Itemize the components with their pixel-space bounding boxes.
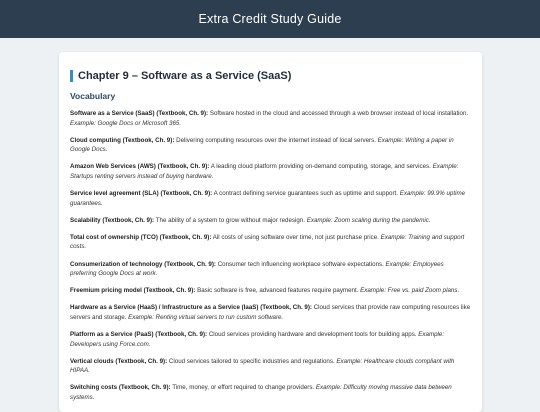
vocab-entry bbox=[70, 330, 471, 349]
vocab-example: Example: Healthcare clouds compliant with HIPAA. bbox=[70, 357, 455, 375]
vocab-entry bbox=[70, 357, 471, 376]
vocab-example: Example: Free vs. paid Zoom plans. bbox=[360, 287, 460, 295]
vocab-definition: Consumer tech influencing workplace software expectations. bbox=[215, 260, 386, 268]
vocab-entry bbox=[70, 383, 471, 402]
vocab-definition: Delivering computing resources over the internet instead of local servers. bbox=[174, 136, 378, 144]
vocab-example: Example: Training and support costs. bbox=[70, 233, 465, 251]
vocab-term: Platform as a Service (PaaS) (Textbook, Ch. 9): bbox=[70, 331, 208, 338]
page-title: Extra Credit Study Guide bbox=[198, 12, 342, 26]
vocab-example: Example: Zoom scaling during the pandemic. bbox=[306, 216, 431, 224]
vocab-entry bbox=[70, 286, 471, 296]
vocab-term: Service level agreement (SLA) (Textbook, Ch. 9): bbox=[70, 190, 213, 198]
vocab-definition: A contract defining service guarantees such as uptime and support. bbox=[212, 190, 400, 198]
vocab-example: Example: Employees preferring Google Docs at work. bbox=[70, 260, 444, 278]
vocab-term: Total cost of ownership (TCO) (Textbook, Ch. 9): bbox=[70, 233, 212, 241]
vocab-example: Example: Startups renting servers instead of buying hardware. bbox=[70, 163, 459, 180]
chapter-heading bbox=[70, 70, 471, 82]
vocab-example: Example: Developers using Force.com. bbox=[70, 331, 445, 348]
vocab-definition: Cloud services that provide raw computing resources like servers and storage. bbox=[70, 304, 471, 321]
vocab-term: Freemium pricing model (Textbook, Ch. 9): bbox=[70, 287, 196, 295]
accent-bar bbox=[70, 70, 73, 82]
vocab-example: Example: Difficulty moving massive data between systems. bbox=[70, 384, 452, 401]
vocab-term: Hardware as a Service (HaaS) / Infrastructure as a Service (IaaS) (Textbook, Ch. 9): bbox=[70, 304, 312, 312]
vocab-example: Example: 99.9% uptime guarantees. bbox=[70, 190, 466, 207]
chapter-title: Chapter 9 – Software as a Service (SaaS) bbox=[78, 70, 292, 82]
vocab-example: Example: Google Docs or Microsoft 365. bbox=[70, 119, 182, 127]
vocab-entry bbox=[70, 303, 471, 322]
vocab-definition: Software hosted in the cloud and accessed through a web browser instead of local installation. bbox=[208, 110, 469, 117]
app-header bbox=[0, 0, 540, 38]
vocab-entry bbox=[70, 216, 471, 226]
vocab-example: Example: Renting virtual servers to run custom software. bbox=[128, 313, 284, 321]
vocab-term: Scalability (Textbook, Ch. 9): bbox=[70, 216, 155, 224]
vocab-term: Cloud computing (Textbook, Ch. 9): bbox=[70, 136, 175, 144]
vocab-definition: A leading cloud platform providing on-demand computing, storage, and services. bbox=[209, 163, 433, 171]
vocab-entry bbox=[70, 162, 471, 181]
vocab-term: Software as a Service (SaaS) (Textbook, Ch. 9): bbox=[70, 110, 209, 117]
vocab-entry bbox=[70, 109, 471, 128]
vocab-definition: Cloud services tailored to specific industries and regulations. bbox=[167, 357, 337, 365]
vocab-entry bbox=[70, 136, 471, 155]
vocab-term: Consumerization of technology (Textbook, Ch. 9): bbox=[70, 260, 216, 268]
vocab-entry bbox=[70, 260, 471, 279]
vocab-definition: Time, money, or effort required to change providers. bbox=[170, 384, 316, 392]
vocab-entry bbox=[70, 233, 471, 252]
vocab-term: Vertical clouds (Textbook, Ch. 9): bbox=[70, 357, 168, 365]
vocab-term: Switching costs (Textbook, Ch. 9): bbox=[70, 384, 171, 392]
vocab-definition: All costs of using software over time, not just purchase price. bbox=[211, 233, 381, 241]
vocab-term: Amazon Web Services (AWS) (Textbook, Ch. 9): bbox=[70, 163, 210, 171]
vocab-definition: Basic software is free, advanced features require payment. bbox=[195, 287, 361, 295]
vocab-definition: Cloud services providing hardware and development tools for building apps. bbox=[207, 331, 419, 338]
vocab-example: Example: Writing a paper in Google Docs. bbox=[70, 136, 454, 154]
vocab-entry bbox=[70, 189, 471, 208]
study-guide-card bbox=[59, 52, 482, 412]
section-heading: Vocabulary bbox=[70, 91, 116, 101]
vocab-definition: The ability of a system to grow without major redesign. bbox=[154, 216, 307, 224]
